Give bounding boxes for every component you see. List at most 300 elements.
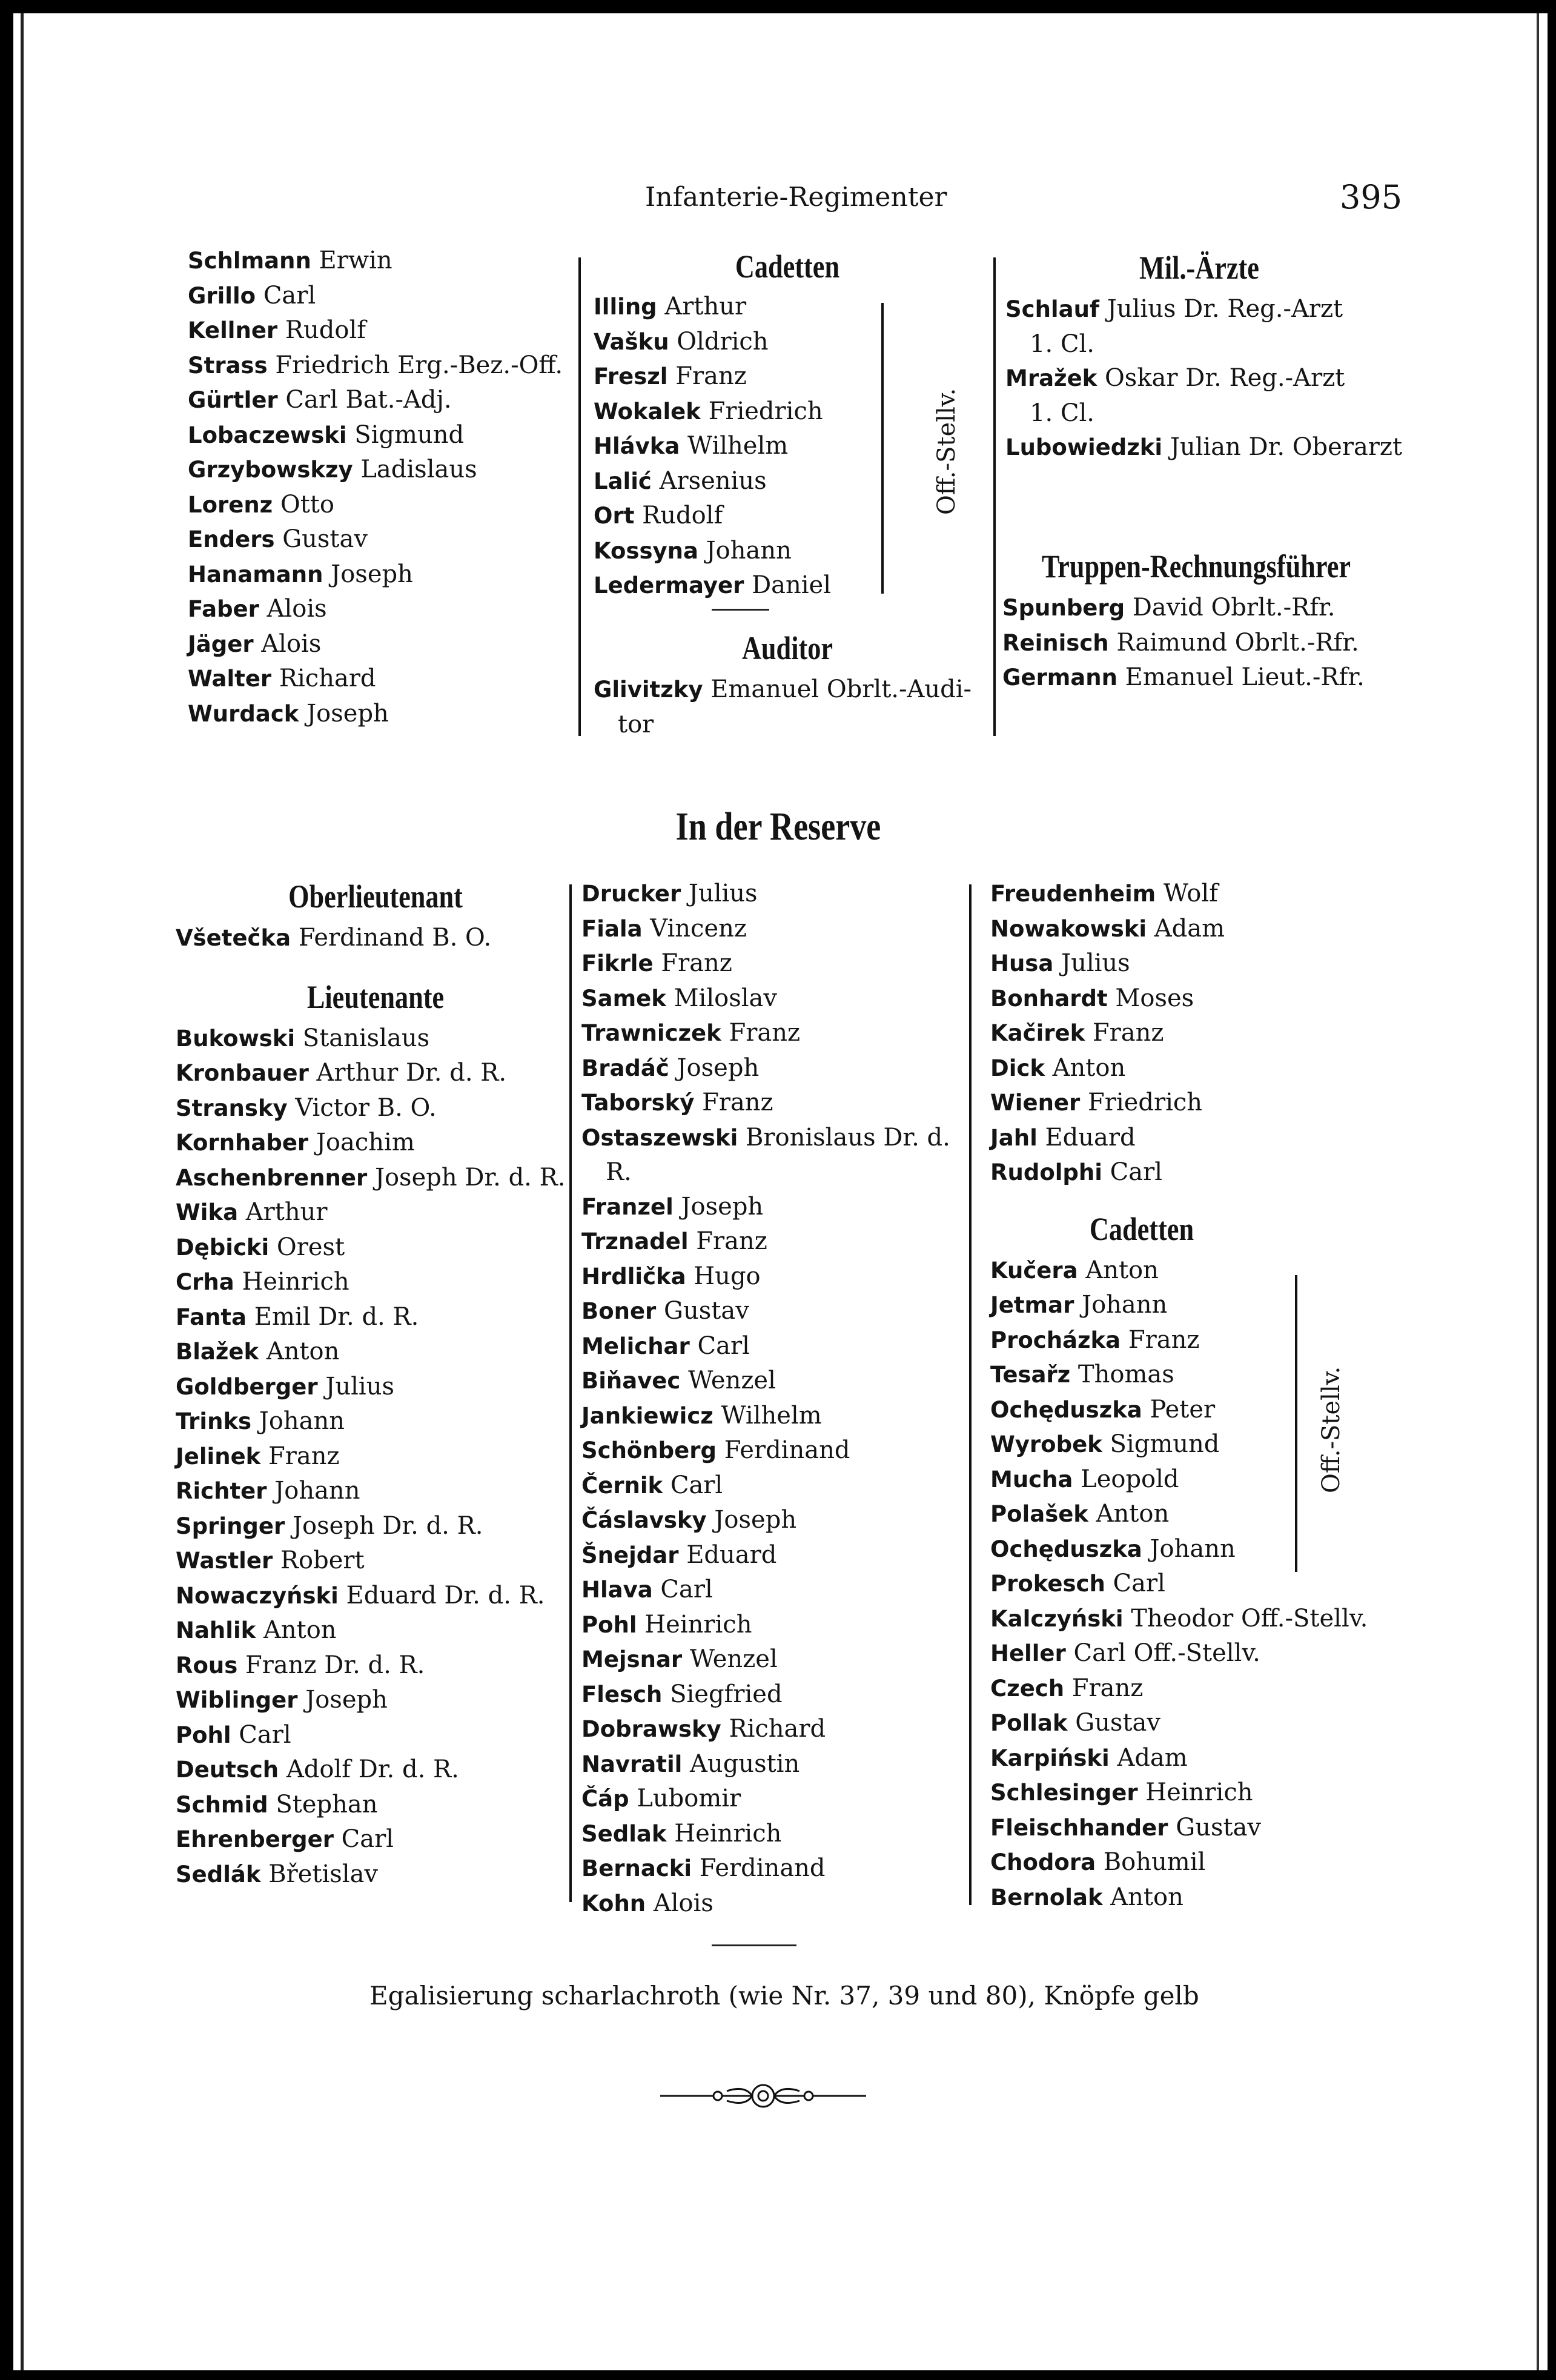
entry-surname: Wiblinger [176,1687,298,1713]
entry-details: Franz [729,1019,801,1047]
officer-entry [990,1086,1414,1121]
auditor-entry-cont: tor [618,710,654,738]
entry-surname: Mražek [1005,365,1097,391]
entry-surname: Kornhaber [176,1130,309,1156]
cadetten-section [594,244,981,603]
cadet-entry [990,1532,1414,1567]
entry-details: Julian Dr. Oberarzt [1170,433,1403,461]
entry-surname: Bernolak [990,1884,1103,1911]
entry-details: Arthur [245,1198,328,1226]
cadet-entry [990,1880,1414,1915]
entry-details: Břetislav [268,1860,379,1888]
auditor-heading: Auditor [741,630,833,666]
entry-surname: Jetmar [990,1292,1074,1318]
entry-surname: Ehrenberger [176,1826,334,1852]
entry-details: Emil Dr. d. R. [254,1302,419,1331]
entry-surname: Wyrobek [990,1431,1102,1457]
officer-entry [581,981,981,1016]
entry-details: Heinrich [242,1268,349,1296]
officer-entry [188,418,575,453]
entry-surname: Mucha [990,1466,1073,1493]
entry-details: Eduard [1045,1123,1136,1152]
rechnung-list [1002,591,1390,695]
entry-surname: Lobaczewski [188,422,347,448]
entry-details: Julius [325,1372,395,1400]
entry-surname: Schlauf [1005,296,1100,322]
entry-details: Sigmund [1110,1430,1220,1458]
entry-details: Alois [267,595,327,623]
entry-details: Joseph [331,560,413,588]
rechnung-section [1002,542,1390,695]
reserve-heading: In der Reserve [675,804,881,849]
aerzte-section [1005,244,1403,465]
entry-details: Wenzel [688,1367,776,1394]
reserve-cadetten-heading: Cadetten [1089,1210,1194,1247]
entry-continuation: 1. Cl. [1030,399,1094,427]
entry-details: Adam [1154,914,1225,943]
officer-entry [581,1399,981,1434]
officer-entry [581,1190,981,1225]
entry-surname: Nowakowski [990,915,1147,942]
aerzte-heading: Mil.-Ärzte [1139,250,1259,286]
entry-surname: Polašek [990,1501,1088,1527]
officer-entry [176,1125,575,1161]
reserve-middle-column [581,877,981,1921]
entry-details: Rudolf [642,502,723,529]
entry-surname: Jäger [188,631,254,657]
entry-surname: Schönberg [581,1437,717,1463]
entry-details: Johann [1082,1291,1168,1319]
scan-border-inner-left [21,13,24,2376]
scan-border-bottom [0,2370,1556,2380]
reserve-cadetten-brace [1295,1275,1297,1572]
entry-details: Franz [1128,1325,1200,1354]
entry-surname: Deutsch [176,1757,279,1783]
entry-details: Wilhelm [721,1401,822,1430]
auditor-details: Emanuel Obrlt.-Audi- [710,675,972,703]
cadet-entry [990,1602,1414,1637]
entry-surname: Wika [176,1199,239,1225]
entry-details: Wilhelm [687,432,789,460]
entry-details: Julius [1061,949,1130,977]
entry-details: Johann [259,1407,345,1435]
entry-details: Miloslav [674,984,777,1012]
entry-details: Carl Bat.-Adj. [285,386,452,414]
entry-surname: Gürtler [188,387,278,413]
officer-entry [581,912,981,947]
officer-entry [990,877,1414,912]
reserve-right-column [990,877,1414,1915]
officer-entry [581,1503,981,1538]
doctor-entry [1005,361,1393,396]
entry-surname: Čáp [581,1786,629,1812]
entry-surname: Aschenbrenner [176,1164,368,1191]
entry-surname: Wiener [990,1090,1081,1116]
entry-surname: Hlávka [594,433,680,459]
entry-details: Stanislaus [302,1024,430,1052]
entry-details: Thomas [1078,1361,1174,1388]
cadet-entry [990,1811,1414,1846]
officer-entry [581,877,981,912]
officer-entry [176,921,575,956]
entry-details: Carl [697,1331,750,1360]
entry-surname: Freudenheim [990,881,1156,907]
entry-details: Joseph Dr. d. R. [292,1511,483,1540]
entry-details: Friedrich [708,397,823,425]
officer-entry [188,661,575,697]
cadet-entry [990,1288,1414,1323]
officer-entry [176,1230,575,1265]
entry-surname: Faber [188,596,259,622]
scan-border-right [1548,0,1556,2380]
aerzte-list [1005,292,1403,465]
entry-surname: Jankiewicz [581,1402,713,1429]
officer-entry [176,1370,575,1405]
entry-surname: Richter [176,1478,267,1504]
entry-details: Lubomir [637,1785,741,1812]
cadet-entry [594,325,981,360]
officer-entry [176,1161,575,1196]
entry-surname: Sedlak [581,1820,667,1847]
entry-surname: Rudolphi [990,1159,1102,1185]
officer-entry [176,1648,575,1683]
officer-entry [176,1752,575,1788]
entry-details: Carl Off.-Stellv. [1073,1639,1260,1667]
officer-entry [176,1404,575,1439]
officer-entry [188,592,575,627]
entry-details: Oldrich [677,327,769,356]
cadet-entry [990,1357,1414,1393]
entry-details: Oskar Dr. Reg.-Arzt [1105,364,1345,392]
entry-surname: Illing [594,294,657,320]
entry-surname: Melichar [581,1333,690,1359]
officer-entry [188,488,575,523]
entry-details: Heinrich [1145,1778,1253,1806]
entry-details: Heinrich [644,1610,752,1639]
entry-details: Joseph Dr. d. R. [374,1163,566,1192]
officer-entry [188,244,575,279]
entry-details: Franz [661,949,732,977]
officer-entry [188,697,575,732]
entry-details: Ladislaus [360,456,477,483]
entry-details: Anton [263,1616,337,1644]
lieutenante-heading: Lieutenante [306,978,445,1015]
cadet-entry [594,534,981,569]
entry-surname: Wokalek [594,398,701,425]
entry-details: Anton [266,1338,340,1365]
entry-details: Carl [670,1471,723,1499]
entry-details: Carl [239,1720,291,1749]
entry-surname: Navratil [581,1751,683,1777]
entry-details: Ferdinand [699,1854,826,1882]
entry-surname: Jelinek [176,1443,261,1470]
officer-entry [990,946,1414,981]
entry-surname: Taborský [581,1090,695,1116]
cadet-entry [990,1775,1414,1811]
entry-surname: Všetečka [176,925,291,951]
entry-details: Peter [1150,1395,1216,1424]
rechnung-heading: Truppen-Rechnungsführer [1041,548,1351,585]
entry-details: Erwin [319,247,392,274]
entry-surname: Franzel [581,1193,674,1220]
doctor-entry [1005,292,1393,327]
entry-details: Leopold [1081,1465,1179,1493]
entry-surname: Procházka [990,1327,1121,1353]
officer-entry [188,313,575,348]
cadet-entry [990,1393,1414,1428]
entry-details: Carl [1110,1158,1163,1186]
entry-surname: Husa [990,950,1054,976]
entry-details: Emanuel Lieut.-Rfr. [1125,663,1365,691]
entry-surname: Reinisch [1002,629,1109,656]
entry-details: Gustav [282,525,368,553]
officer-entry [581,1433,981,1468]
officer-entry [176,1718,575,1753]
entry-surname: Hlava [581,1577,653,1603]
entry-surname: Germann [1002,665,1117,691]
entry-details: Sigmund [354,420,465,449]
entry-surname: Trznadel [581,1228,689,1255]
entry-details: Eduard [686,1540,777,1569]
entry-surname: Fiala [581,915,643,942]
officer-entry [581,1329,981,1364]
entry-surname: Lalić [594,468,652,494]
entry-details: Friedrich Erg.-Bez.-Off. [275,351,563,379]
officer-entry [581,1259,981,1294]
entry-details: Richard [279,665,376,692]
entry-details: Alois [261,629,322,658]
officer-entry [581,1086,981,1121]
entry-surname: Tesařz [990,1362,1071,1388]
officer-entry [188,452,575,488]
entry-surname: Springer [176,1513,285,1539]
entry-details: Carl [263,281,316,310]
cadetten-brace [881,303,884,594]
entry-details: Carl [660,1576,713,1603]
entry-details: Gustav [1075,1709,1160,1737]
entry-details: Hugo [694,1262,761,1290]
entry-details: Richard [729,1715,826,1743]
officer-entry [581,1817,981,1852]
entry-surname: Rous [176,1652,238,1679]
officer-entry [188,348,575,383]
entry-surname: Grillo [188,282,256,309]
doctor-entry [1005,430,1403,465]
cadetten-list [594,290,981,603]
officer-entry [176,1788,575,1823]
entry-surname: Pohl [176,1722,231,1748]
officer-entry [990,981,1414,1016]
entry-details: Ferdinand [724,1436,850,1464]
entry-details: Anton [1085,1256,1159,1284]
entry-surname: Dębicki [176,1234,270,1261]
entry-surname: Schmid [176,1791,268,1818]
entry-details: Joseph [306,699,389,728]
entry-details: Alois [653,1889,713,1917]
lieutenante-list [176,1021,575,1892]
entry-surname: Trawniczek [581,1020,721,1046]
officer-entry [176,1613,575,1648]
officer-entry [188,279,575,314]
officer-entry [581,1538,981,1573]
reserve-right-list [990,877,1414,1190]
entry-surname: Pollak [990,1710,1068,1736]
accountant-entry [1002,591,1390,626]
accountant-entry [1002,660,1390,695]
cadet-entry [594,359,981,394]
cadet-entry [990,1636,1414,1671]
entry-surname: Crha [176,1269,234,1295]
officer-entry [176,1300,575,1335]
entry-details: Theodor Off.-Stellv. [1131,1604,1368,1633]
entry-surname: Bernacki [581,1855,692,1881]
entry-details: Adolf Dr. d. R. [286,1755,459,1783]
entry-details: Carl [1113,1570,1165,1597]
entry-surname: Jahl [990,1124,1038,1151]
oberlieutenant-heading: Oberlieutenant [288,878,463,915]
entry-surname: Strass [188,352,268,379]
entry-surname: Enders [188,526,275,552]
reserve-cadetten-list [990,1253,1414,1567]
entry-details: Franz [702,1089,773,1116]
entry-surname: Dobrawsky [581,1716,721,1742]
cadet-entry [990,1497,1414,1532]
officer-entry [176,1857,575,1892]
auditor-section [594,624,981,741]
officer-entry [176,1509,575,1544]
entry-details: Joseph [681,1192,764,1221]
oberlieutenant-list [176,921,575,956]
entry-surname: Drucker [581,881,681,907]
entry-details: Rudolf [285,316,366,344]
entry-continuation: R. [606,1158,632,1186]
officer-entry [581,1294,981,1329]
entry-surname: Fanta [176,1304,247,1330]
cadet-entry [990,1706,1414,1741]
entry-details: Franz Dr. d. R. [245,1651,425,1679]
entry-details: Johann [1150,1534,1236,1563]
column-rule [993,257,996,736]
entry-details: David Obrlt.-Rfr. [1132,594,1336,622]
entry-surname: Wastler [176,1548,273,1574]
entry-surname: Čáslavsky [581,1507,707,1533]
entry-details: Friedrich [1088,1089,1203,1116]
officer-entry [581,1016,981,1051]
entry-details: Moses [1115,984,1194,1012]
entry-surname: Trinks [176,1408,252,1434]
entry-details: Joseph [714,1506,797,1534]
reserve-cadetten-rest-list [990,1566,1414,1915]
officer-entry [581,1364,981,1399]
cadet-entry [990,1845,1414,1880]
officer-entry [176,1091,575,1126]
officer-entry [176,1265,575,1300]
entry-surname: Boner [581,1298,657,1324]
footer-note: Egalisierung scharlachroth (wie Nr. 37, 39 und 80), Knöpfe gelb [369,1981,1199,2010]
officer-entry [581,1712,981,1747]
entry-surname: Prokesch [990,1571,1105,1597]
officer-entry [990,1121,1414,1156]
officer-entry [176,1334,575,1370]
officer-entry [990,912,1414,947]
cadetten-brace-label: Off.-Stellv. [933,388,961,515]
officer-entry [188,557,575,592]
scan-border-top [0,0,1556,13]
accountant-entry [1002,626,1390,661]
entry-surname: Bukowski [176,1025,296,1052]
entry-surname: Spunberg [1002,595,1125,621]
officer-entry [990,1155,1414,1190]
officer-entry [188,522,575,557]
entry-details: Heinrich [674,1819,782,1848]
scan-border-inner-right [1537,13,1539,2376]
column-rule [569,884,572,1902]
cadet-entry [594,464,981,499]
entry-details: Arthur Dr. d. R. [316,1059,507,1087]
entry-details: Anton [1096,1500,1170,1528]
cadet-entry [594,568,981,603]
entry-surname: Nahlik [176,1617,256,1643]
entry-surname: Kalczyński [990,1605,1124,1632]
entry-surname: Lorenz [188,491,273,518]
officer-entry [176,1056,575,1091]
cadet-entry [594,290,981,325]
officer-entry [581,1886,981,1921]
entry-details: Gustav [1176,1813,1261,1841]
entry-surname: Kohn [581,1890,646,1917]
officer-entry [176,1439,575,1474]
running-title: Infanterie-Regimenter [645,182,947,213]
entry-details: Eduard Dr. d. R. [346,1581,545,1609]
entry-surname: Freszl [594,363,668,389]
entry-surname: Šnejdar [581,1542,679,1568]
entry-surname: Czech [990,1675,1065,1702]
officer-entry [188,383,575,418]
officer-entry [581,1224,981,1259]
entry-details: Julius Dr. Reg.-Arzt [1107,295,1343,323]
entry-details: Raimund Obrlt.-Rfr. [1116,628,1359,657]
entry-surname: Schlesinger [990,1780,1138,1806]
entry-surname: Grzybowskzy [188,457,353,483]
entry-details: Johann [706,536,792,565]
entry-details: Joseph [305,1686,388,1714]
officer-entry [581,1782,981,1817]
cadet-entry [594,394,981,429]
entry-details: Franz [268,1442,340,1470]
officer-entry [581,1051,981,1086]
entry-surname: Blažek [176,1339,259,1365]
entry-details: Daniel [752,571,831,599]
auditor-entry [594,672,981,708]
officer-entry [581,1608,981,1643]
cadet-entry [990,1427,1414,1462]
entry-details: Gustav [664,1297,749,1325]
officer-entry [176,1683,575,1718]
entry-continuation: 1. Cl. [1030,330,1094,358]
entry-details: Johann [274,1477,360,1505]
entry-details: Orest [276,1233,345,1261]
auditor-surname: Glivitzky [594,677,703,703]
entry-surname: Kossyna [594,537,698,564]
officer-entry [581,1573,981,1608]
entry-details: Bohumil [1103,1848,1206,1876]
entry-details: Adam [1117,1743,1188,1772]
scan-border-left [0,0,13,2380]
entry-details: Vincenz [650,914,747,943]
entry-surname: Ochęduszka [990,1536,1142,1562]
officer-entry [176,1021,575,1056]
entry-surname: Ostaszewski [581,1124,738,1151]
